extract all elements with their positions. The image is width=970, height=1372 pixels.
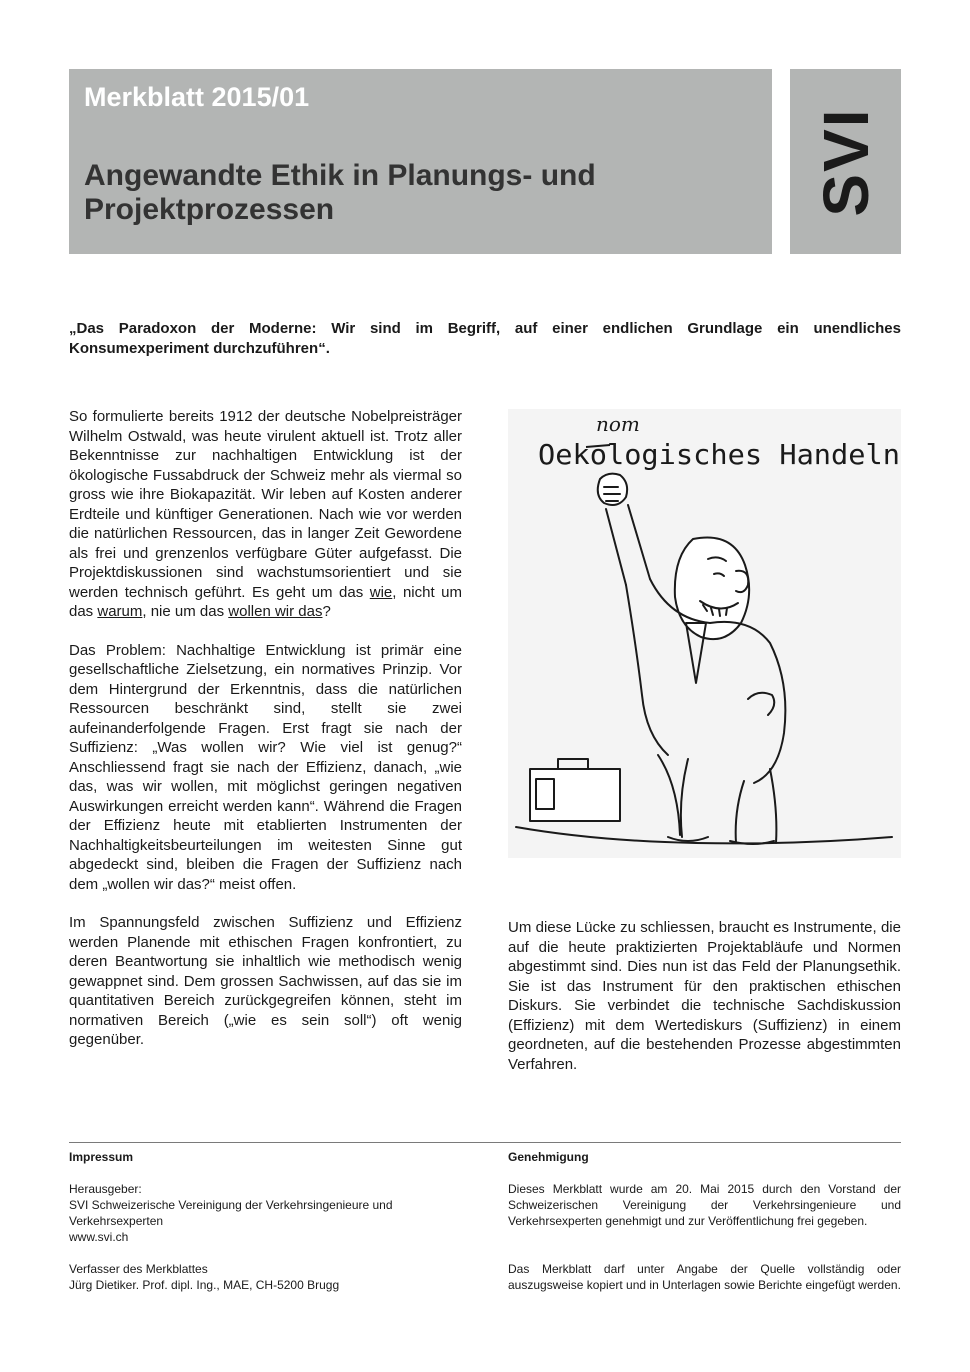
author-label: Verfasser des Merkblattes bbox=[69, 1262, 208, 1276]
p1-text-a: So formulierte bereits 1912 der deutsche Nobelpreisträger Wilhelm Ostwald, was heute virulent aktuell ist. Trotz aller Bekenntnisse zur nachhaltigen Entwicklung ist der ökologische Fussabdruck der Schweiz mehr als viermal so gross wie ihre Biokapazität. Wir leben auf Kosten anderer Erdteile und künftiger Generationen. Nach wie vor werden die natürlichen Ressourcen, das in langer Zeit Gewordene als frei und grenzenlos verfügbare Güter aufgefasst. Die Projektdiskussionen sind wachstumsorientiert und sie werden technisch geführt. Es geht um das bbox=[69, 408, 462, 601]
document-number: Merkblatt 2015/01 bbox=[84, 82, 310, 112]
body-paragraph-3: Im Spannungsfeld zwischen Suffizienz und Effizienz werden Planende mit ethischen Fragen konfrontiert, zu deren Beantwortung sie inhaltlich wie methodisch wenig gewappnet sind. Dem grossen Sachwissen, auf das sie im quantitativen Bereich zurückgegreifen können, steht im normativen Bereich („wie es sein soll“) oft wenig gegenüber. bbox=[69, 914, 462, 1048]
body-paragraph-4: Um diese Lücke zu schliessen, braucht es Instrumente, die auf die heute praktizierten Projektabläufe und Normen abgestimmt sind. Dies nun ist das Feld der Planungsethik. Sie ist das Instrument für den praktischen ethischen Diskurs. Sie verbindet die technische Sachdiskussion (Effizienz) mit dem Wertediskurs (Suffizienz) in einem geordneten, auf die bestehenden Prozesse abgestimmten Verfahren. bbox=[508, 919, 901, 1073]
body-paragraph-1 bbox=[69, 407, 462, 622]
svi-logo bbox=[790, 69, 901, 254]
p1-underline-wollen: wollen wir das bbox=[228, 603, 323, 620]
title-line-2: Projektprozessen bbox=[84, 193, 335, 226]
document-title bbox=[84, 159, 772, 227]
footer-divider bbox=[69, 1142, 901, 1143]
p1-text-c: , nie um das bbox=[142, 603, 229, 620]
p1-text-d: ? bbox=[322, 603, 331, 620]
cartoon-correction-text: nom bbox=[596, 412, 640, 436]
impressum-section bbox=[69, 1149, 462, 1293]
body-column-left bbox=[69, 407, 462, 1069]
body-paragraph-2: Das Problem: Nachhaltige Entwicklung ist primär eine gesellschaftliche Zielsetzung, ein normatives Prinzip. Vor dem Hintergrund der Erkenntnis, dass die natürlichen Ressourcen beschränkt sind, stellt sie zwei aufeinanderfolgende Fragen. Erst fragt sie nach der Suffizienz: „Was wollen wir? Wie viel ist genug?“ Anschliessend fragt sie nach der Effizienz, danach, „wie das, was wir wollen, mit möglichst geringen negativen Auswirkungen erreicht werden kann“. Während die Fragen der Effizienz heute mit etablierten Instrumenten der Nachhaltigkeitsbeurteilungen im weitesten Sinne gut abgedeckt sind, bleiben die Fragen der Suffizienz nach dem „wollen wir das?“ meist offen. bbox=[69, 641, 462, 893]
cartoon-caption: Oekologisches Handeln bbox=[538, 438, 900, 471]
cartoon-illustration bbox=[508, 409, 901, 858]
approval-section bbox=[508, 1149, 901, 1293]
title-line-1: Angewandte Ethik in Planungs- und bbox=[84, 159, 596, 192]
author-name: Jürg Dietiker. Prof. dipl. Ing., MAE, CH-5200 Brugg bbox=[69, 1278, 340, 1292]
p1-underline-warum: warum bbox=[97, 603, 143, 620]
p1-underline-wie: wie bbox=[369, 583, 393, 601]
publisher-name: SVI Schweizerische Vereinigung der Verkehrsingenieure und Verkehrsexperten bbox=[69, 1198, 393, 1228]
publisher-url[interactable]: www.svi.ch bbox=[69, 1230, 129, 1244]
approval-heading: Genehmigung bbox=[508, 1150, 589, 1164]
p1-text-b: , nicht um das bbox=[69, 583, 463, 620]
approval-text: Dieses Merkblatt wurde am 20. Mai 2015 durch den Vorstand der Schweizerischen Vereinigung der Verkehrsingenieure und Verkehrsexperten genehmigt und zur Veröffentlichung frei gegeben. bbox=[508, 1182, 901, 1228]
lead-quote: „Das Paradoxon der Moderne: Wir sind im Begriff, auf einer endlichen Grundlage ein unendliches Konsumexperiment durchzuführen“. bbox=[69, 320, 901, 357]
header-banner bbox=[69, 69, 772, 254]
copy-permission-text: Das Merkblatt darf unter Angabe der Quelle vollständig oder auszugsweise kopiert und in Unterlagen sowie Berichte eingefügt werden. bbox=[508, 1262, 901, 1292]
publisher-label: Herausgeber: bbox=[69, 1182, 142, 1196]
impressum-heading: Impressum bbox=[69, 1150, 134, 1164]
svi-logo-text: SVI bbox=[809, 106, 882, 217]
